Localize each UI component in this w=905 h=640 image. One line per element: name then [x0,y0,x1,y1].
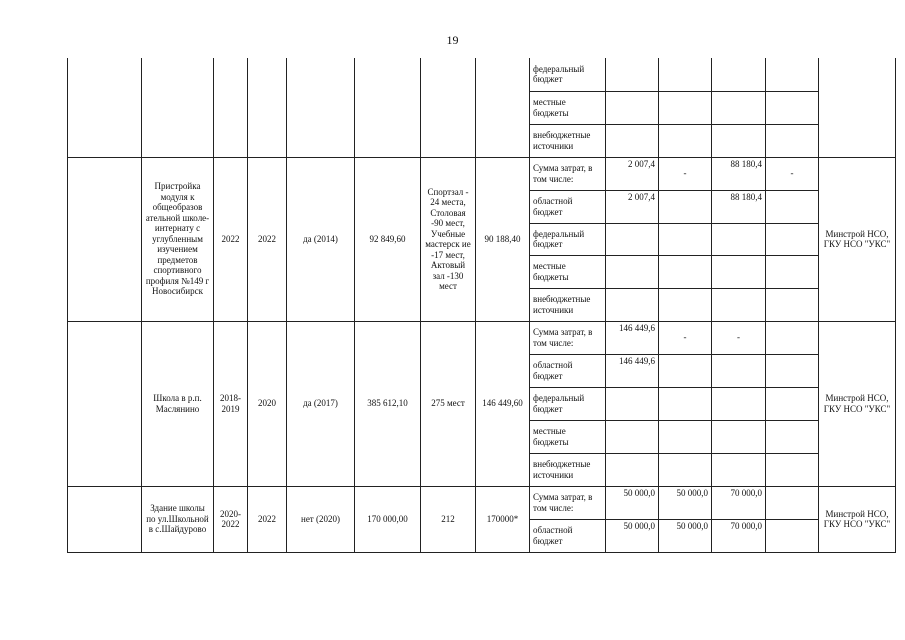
value-cell [659,255,712,288]
value-cell [659,453,712,486]
capacity: 275 мест [421,321,476,486]
end-year: 2020 [248,321,287,486]
value-cell [606,91,659,124]
value-cell: 146 449,6 [606,321,659,354]
value-cell [606,288,659,321]
limit-value: 170000* [476,486,530,552]
value-cell [766,486,819,519]
value-cell [712,124,766,157]
value-cell [659,190,712,223]
table-row [68,486,896,519]
source-label: внебюджетные источники [530,124,606,157]
value-cell [712,354,766,387]
value-cell [606,387,659,420]
capacity: 212 [421,486,476,552]
value-cell [606,420,659,453]
executor: Минстрой НСО, ГКУ НСО "УКС" [819,321,896,486]
value-cell [606,58,659,91]
project-name: Школа в р.п. Маслянино [142,321,214,486]
empty-cell [68,157,142,321]
source-label: местные бюджеты [530,91,606,124]
start-year: 2022 [214,157,248,321]
table-row [68,157,896,190]
value-cell [659,91,712,124]
value-cell [766,354,819,387]
value-cell: 146 449,6 [606,354,659,387]
empty-cell [287,58,355,157]
limit-value: 146 449,60 [476,321,530,486]
value-cell [766,288,819,321]
source-label: Сумма затрат, в том числе: [530,486,606,519]
value-cell [659,288,712,321]
start-year: 2020-2022 [214,486,248,552]
page-number: 19 [446,33,459,47]
value-cell: 70 000,0 [712,486,766,519]
value-cell: 70 000,0 [712,519,766,552]
value-cell [766,420,819,453]
value-cell [659,420,712,453]
value-cell: - [766,157,819,190]
source-label: Сумма затрат, в том числе: [530,321,606,354]
value-cell [606,453,659,486]
value-cell [712,58,766,91]
value-cell [766,321,819,354]
source-label: областной бюджет [530,354,606,387]
start-year: 2018-2019 [214,321,248,486]
source-label: федеральный бюджет [530,387,606,420]
estimated-cost: 385 612,10 [355,321,421,486]
source-label: областной бюджет [530,519,606,552]
limit-value: 90 188,40 [476,157,530,321]
value-cell [712,91,766,124]
value-cell [766,519,819,552]
executor: Минстрой НСО, ГКУ НСО "УКС" [819,486,896,552]
value-cell: 88 180,4 [712,157,766,190]
value-cell: 50 000,0 [606,486,659,519]
source-label: внебюджетные источники [530,288,606,321]
source-label: внебюджетные источники [530,453,606,486]
end-year: 2022 [248,486,287,552]
value-cell [659,223,712,255]
table-row [68,321,896,354]
value-cell [766,58,819,91]
estimated-cost: 92 849,60 [355,157,421,321]
value-cell [659,58,712,91]
value-cell: - [712,321,766,354]
expertise: да (2014) [287,157,355,321]
empty-cell [421,58,476,157]
value-cell [606,255,659,288]
investment-projects-table [67,58,896,553]
source-label: Сумма затрат, в том числе: [530,157,606,190]
empty-cell [68,321,142,486]
value-cell [659,354,712,387]
empty-cell [142,58,214,157]
value-cell: 2 007,4 [606,157,659,190]
value-cell: 50 000,0 [659,486,712,519]
source-label: местные бюджеты [530,420,606,453]
project-group [68,321,896,486]
table-row [68,58,896,91]
empty-cell [355,58,421,157]
value-cell: - [659,321,712,354]
capacity: Спортзал - 24 места, Столовая -90 мест, Учебные мастерск ие -17 мест, Актовый зал -130 мест [421,157,476,321]
empty-cell [68,486,142,552]
value-cell [712,288,766,321]
value-cell: 50 000,0 [659,519,712,552]
value-cell [712,420,766,453]
value-cell [712,223,766,255]
value-cell [712,387,766,420]
empty-cell [248,58,287,157]
empty-cell [476,58,530,157]
value-cell: 50 000,0 [606,519,659,552]
empty-cell [819,58,896,157]
empty-cell [214,58,248,157]
value-cell [606,124,659,157]
expertise: да (2017) [287,321,355,486]
value-cell: - [659,157,712,190]
value-cell [659,124,712,157]
source-label: областной бюджет [530,190,606,223]
project-group [68,486,896,552]
estimated-cost: 170 000,00 [355,486,421,552]
source-label: местные бюджеты [530,255,606,288]
value-cell [766,255,819,288]
value-cell [712,453,766,486]
value-cell: 2 007,4 [606,190,659,223]
value-cell [606,223,659,255]
value-cell [766,453,819,486]
source-label: федеральный бюджет [530,58,606,91]
expertise: нет (2020) [287,486,355,552]
value-cell [766,91,819,124]
value-cell [766,387,819,420]
value-cell [766,124,819,157]
value-cell [659,387,712,420]
continued-group [68,58,896,157]
value-cell [766,190,819,223]
executor: Минстрой НСО, ГКУ НСО "УКС" [819,157,896,321]
source-label: федеральный бюджет [530,223,606,255]
value-cell [712,255,766,288]
value-cell [766,223,819,255]
end-year: 2022 [248,157,287,321]
project-name: Пристройка модуля к общеобразов ательной школе-интернату с углубленным изучением предметов спортивного профиля №149 г Новосибирск [142,157,214,321]
project-name: Здание школы по ул.Школьной в с.Шайдурово [142,486,214,552]
project-group [68,157,896,321]
empty-cell [68,58,142,157]
value-cell: 88 180,4 [712,190,766,223]
